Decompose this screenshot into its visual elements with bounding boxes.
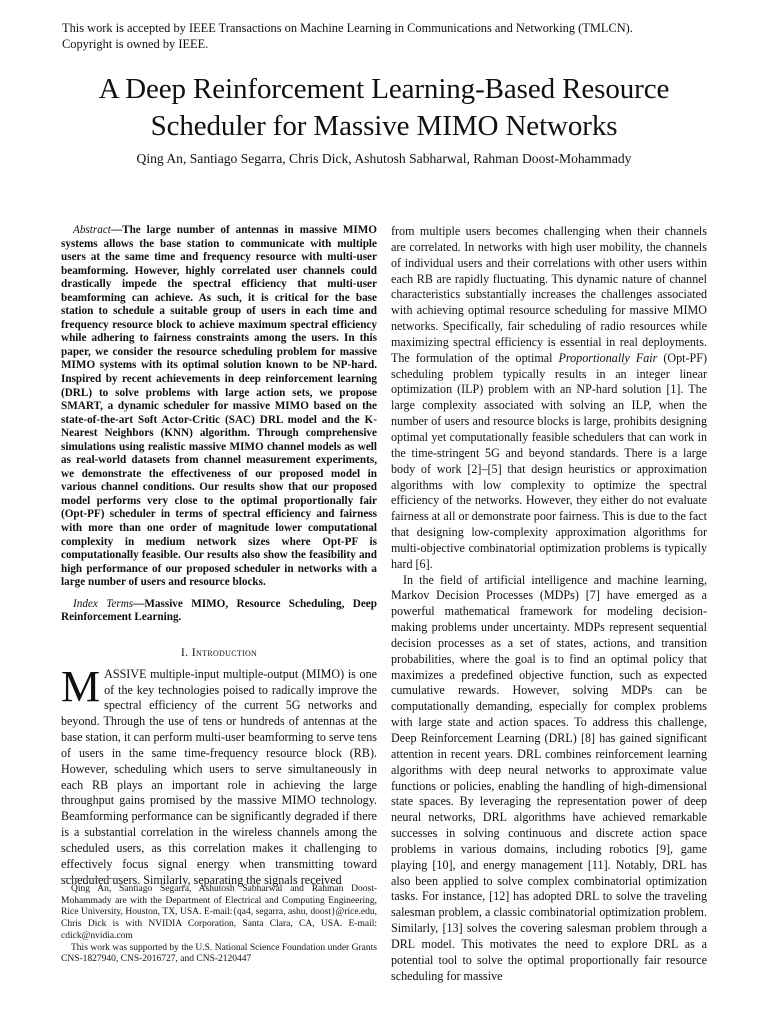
drop-cap: M (61, 661, 101, 711)
abstract-text: —The large number of antennas in massive MIMO systems allows the base station to communicate with multiple users at the same time and frequency resource with multi-user beamforming. However, highly correlated user channels could drastically impede the spectral efficiency that multi-user beamforming can achieve. As such, it is critical for the base station to schedule a suitable group of users in each time and frequency resource block to achieve maximum spectral efficiency while adhering to fairness constraints among the users. In this paper, we consider the resource scheduling problem for massive MIMO systems with its optimal solution known to be NP-hard. Inspired by recent achievements in deep reinforcement learning (DRL) to solve problems with large action sets, we propose SMART, a dynamic scheduler for massive MIMO based on the state-of-the-art Soft Actor-Critic (SAC) DRL model and the K-Nearest Neighbors (KNN) algorithm. Through comprehensive simulations using realistic massive MIMO channel models as well as real-world datasets from channel measurement experiments, we demonstrate the effectiveness of our proposed model in various channel conditions. Our results show that our proposed model performs very close to the optimal proportionally fair (Opt-PF) scheduler in terms of spectral efficiency and fairness with more than one order of magnitude lower computational complexity in medium network sizes where Opt-PF is computationally feasible. Our results also show the feasibility and high performance of our proposed scheduler in networks with a large number of users and resource blocks. (61, 224, 377, 589)
para1-text-b: (Opt-PF) scheduling problem typically results in an integer linear optimization (ILP) problem with an NP-hard solution [1]. The large complexity associated with solving an ILP, when the number of users and resource blocks is large, prohibits designing optimal yet computationally feasible schedulers that can work in the time-stringent 5G and beyond standards. There is a large body of work [2]–[5] that design heuristics or approximation algorithms with low complexity to optimize the spectral efficiency of the networks. However, they either do not evaluate fairness at all or demonstrate poor fairness. This is due to the fact that designing low-complexity approximation algorithms for multi-objective combinatorial optimization problems is typically hard [6]. (391, 350, 708, 571)
body-paragraph-1 (391, 224, 707, 573)
footnote-affiliations: Qing An, Santiago Segarra, Ashutosh Sabharwal and Rahman Doost-Mohammady are with the Department of Electrical and Computing Engineering, Rice University, Houston, TX, USA. E-mail:{qa4, segarra, ashu, doost}@rice.edu, Chris Dick is with NVIDIA Corporation, Santa Clara, CA, USA. E-mail: cdick@nvidia.com (61, 884, 377, 941)
paper-title-line-2: Scheduler for Massive MIMO Networks (150, 110, 618, 142)
publication-notice (62, 20, 702, 52)
section-heading (61, 645, 377, 661)
intro-paragraph (61, 661, 377, 889)
notice-line-1: This work is accepted by IEEE Transactions on Machine Learning in Communications and Networking (TMLCN). (62, 21, 633, 35)
section-number: I. (180, 644, 192, 659)
para1-text-a: from multiple users becomes challenging when their channels are correlated. In networks with high user mobility, the channels of individual users and their correlations with other users within each RB are rapidly fluctuating. This dynamic nature of channel characteristics substantially increases the challenges associated with achieving optimal resource scheduling for massive MIMO networks. Specifically, fair scheduling of radio resources while maximizing spectral efficiency is essential in real deployments. The formulation of the optimal (391, 224, 707, 365)
index-terms (61, 598, 377, 625)
section-title: Introduction (191, 644, 258, 659)
intro-text: ASSIVE multiple-input multiple-output (MIMO) is one of the key technologies poised to radically improve the spectral efficiency of the current 5G networks and beyond. Through the use of tens or hundreds of antennas at the base station, it can perform multi-user beamforming to serve tens of users in the same time-frequency resource block (RB). However, scheduling which users to serve simultaneously in each RB plays an important role in achieving the large throughput gains promised by the massive MIMO technology. Beamforming performance can be significantly degraded if there is a substantial correlation in the wireless channels among the scheduled users, as this correlation makes it challenging to effectively focus signal energy when transmitting toward scheduled users. Similarly, separating the signals received (61, 666, 377, 887)
footnotes (61, 884, 377, 966)
paper-title-line-1: A Deep Reinforcement Learning-Based Resource (98, 73, 670, 105)
left-column (61, 224, 377, 889)
abstract (61, 224, 377, 590)
footnote-funding: This work was supported by the U.S. National Science Foundation under Grants CNS-1827940, CNS-2016727, and CNS-2120447 (61, 942, 377, 965)
para1-emphasis: Proportionally Fair (558, 350, 658, 365)
author-list: Qing An, Santiago Segarra, Chris Dick, Ashutosh Sabharwal, Rahman Doost-Mohammady (136, 151, 632, 166)
right-column (391, 224, 707, 985)
notice-line-2: Copyright is owned by IEEE. (62, 37, 209, 51)
body-paragraph-2: In the field of artificial intelligence and machine learning, Markov Decision Processes (MDPs) [7] have emerged as a powerful mathematical framework for modeling decision-making problems under uncertainty. MDPs represent sequential decision processes as a set of states, actions, and transition probabilities, where the goal is to find an optimal policy that maximizes a predefined objective function, such as expected cumulative rewards. However, solving MDPs can be computationally demanding, especially for complex problems with large state and action spaces. To address this challenge, Deep Reinforcement Learning (DRL) [8] has gained significant attention in recent years. DRL combines reinforcement learning algorithms with deep neural networks to approximate value functions or policies, enabling the handling of high-dimensional state spaces. By leveraging the representation power of deep neural networks, DRL algorithms have achieved remarkable successes in solving continuous and discrete action space problems in various domains, including robotics [9], game playing [10], and energy management [11]. Notably, DRL has also been applied to solve complex combinatorial optimization tasks. For instance, [12] has adopted DRL to solve the traveling salesman problem, a classic combinatorial optimization problem. Similarly, [13] solves the covering salesman problem through a DRL model. This motivates the need to explore DRL as a potential tool to solve the optimal proportionally fair resource scheduling for massive (391, 572, 707, 983)
abstract-label: Abstract (73, 224, 111, 236)
footnote-rule (61, 878, 121, 879)
index-terms-text: —Massive MIMO, Resource Scheduling, Deep Reinforcement Learning. (61, 597, 377, 624)
index-terms-label: Index Terms (73, 597, 134, 610)
